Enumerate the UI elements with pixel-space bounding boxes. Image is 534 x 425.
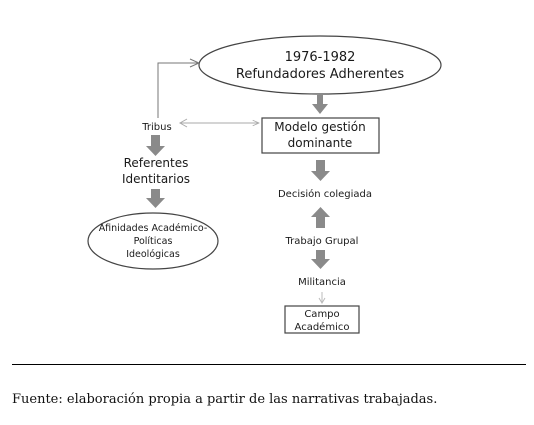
modelo-gestion-label-line1: Modelo gestión (274, 120, 366, 134)
ellipse-to-tribus-connector (158, 63, 199, 118)
refundadores-ellipse (199, 36, 441, 94)
trabajo-grupal-label: Trabajo Grupal (285, 236, 359, 247)
separator-line (12, 364, 526, 365)
referentes-label-line1: Referentes (123, 156, 189, 170)
afinidades-label-line3: Ideológicas (126, 249, 180, 260)
tribus-label: Tribus (142, 122, 172, 133)
ellipse-year-label: 1976-1982 (284, 50, 356, 65)
arrow-trabajo-to-decision (311, 207, 330, 228)
militancia-label: Militancia (298, 277, 346, 288)
figure-caption: Fuente: elaboración propia a partir de las narrativas trabajadas. (12, 392, 438, 407)
decision-label: Decisión colegiada (277, 189, 373, 200)
arrow-model-to-decision (311, 160, 330, 181)
referentes-label-line2: Identitarios (121, 172, 191, 186)
ellipse-group-label: Refundadores Adherentes (235, 67, 405, 82)
arrow-tribus-to-referentes (146, 135, 165, 156)
campo-label-line1: Campo (304, 309, 340, 320)
campo-label-line2: Académico (294, 322, 350, 333)
arrow-trabajo-to-militancia (311, 250, 330, 269)
arrow-referentes-to-afinidades (146, 189, 165, 208)
afinidades-label-line2: Políticas (133, 236, 173, 247)
afinidades-label-line1: Afinidades Académico- (98, 223, 208, 234)
arrow-ellipse-to-model (312, 95, 328, 114)
modelo-gestion-label-line2: dominante (287, 136, 353, 150)
